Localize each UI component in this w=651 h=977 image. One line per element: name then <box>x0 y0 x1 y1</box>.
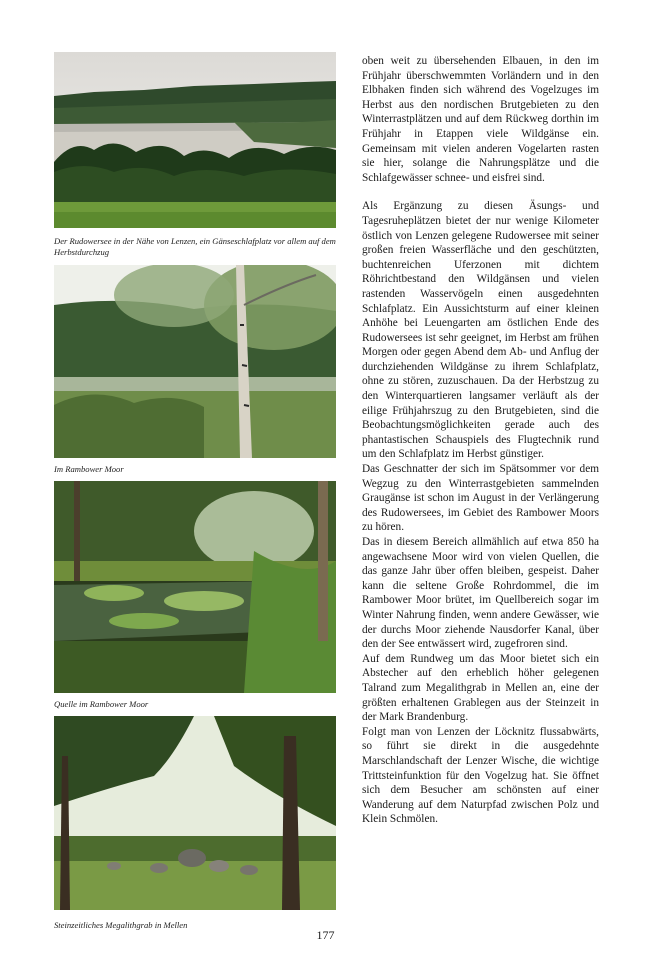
caption-rudowersee: Der Rudowersee in der Nähe von Lenzen, ein Gänseschlafplatz vor allem auf dem Herbstdurchzug <box>54 236 336 257</box>
paragraph: Das Geschnatter der sich im Spätsommer vor dem Wegzug zu den Winterrastgebieten sammelnden Graugänse ist schon im August in der Verlängerung des Rudowersees, im Gebiet des Rambower Moors zu hören. <box>362 463 599 534</box>
photo-megalithgrab <box>54 716 336 910</box>
paragraph: oben weit zu übersehenden Elbauen, in den im Frühjahr überschwemmten Vorländern und in den Elbhaken finden sich während des Vogelzuges im Herbst aus den nordischen Brutgebieten zu den Winterrastplätzen und auf dem Rückweg dorthin im Frühjahr in Etappen viele Wildgänse ein. Gemeinsam mit vielen anderen Vogelarten rasten sie hier, solange die Nahrungsplätze und die Schlafgewässer schnee- und eisfrei sind. <box>362 55 599 184</box>
page-number: 177 <box>316 928 335 942</box>
paragraph: Als Ergänzung zu diesen Äsungs- und Tagesruheplätzen bietet der nur wenige Kilometer östlich von Lenzen gelegene Rudowersee mit seiner großen freien Wasserfläche und den geschützten, buchtenreichen Uferzonen mit dichtem Röhrichtbestand den Wildgänsen und vielen rastenden Wasservögeln einen ausgedehnten Schlafplatz. Ein Aussichtsturm auf einer kleinen Anhöhe bei Leuengarten am östlichen Ende des Rudowersees ist sehr geeignet, im Herbst am frühen Morgen oder gegen Abend dem Ab- und Anflug der durchziehenden Wildgänse zu ihrem Schlafplatz, ohne zu stören, zuzuschauen. Da der Herbstzug zu den Winterquartieren langsamer verläuft als der eilige Frühjahrszug zu den Brutgebieten, sind die Beobachtungsmöglichkeiten gerade auch des phantastischen Schauspiels des Flugtechnik rund um den Schlafplatz im Herbst günstiger. <box>362 200 599 461</box>
photo-rambower-moor-birch <box>54 265 336 458</box>
photo-quelle-rambower-moor <box>54 481 336 693</box>
caption-quelle: Quelle im Rambower Moor <box>54 699 149 709</box>
text-column <box>362 54 599 827</box>
caption-rambower-moor: Im Rambower Moor <box>54 464 124 474</box>
photo-rudowersee <box>54 52 336 228</box>
caption-megalithgrab: Steinzeitliches Megalithgrab in Mellen <box>54 920 188 930</box>
paragraph: Das in diesem Bereich allmählich auf etwa 850 ha angewachsene Moor wird von vielen Quellen, die das ganze Jahr über offen bleiben, gespeist. Daher kann die seltene Große Rohrdommel, die im Rambower Moor brütet, im Quellbereich sogar im Winter Nahrung finden, wenn andere Gewässer, wie der durchs Moor ziehende Nausdorfer Kanal, über den der See entwässert wird, zugefroren sind. <box>362 536 599 651</box>
paragraph: Folgt man von Lenzen der Löcknitz flussabwärts, so führt sie direkt in die ausgedehnte Marschlandschaft der Lenzer Wische, die wichtige Trittsteinfunktion für den Vogelzug hat. Sie öffnet sich dem Besucher am schönsten auf einer Wanderung auf dem Naturpfad zwischen Polz und Klein Schmölen. <box>362 725 599 826</box>
paragraph: Auf dem Rundweg um das Moor bietet sich ein Abstecher auf den erheblich höher gelegenen Talrand zum Megalithgrab in Mellen an, eine der größten erhaltenen Grablegen aus der Steinzeit in der Mark Brandenburg. <box>362 652 599 724</box>
